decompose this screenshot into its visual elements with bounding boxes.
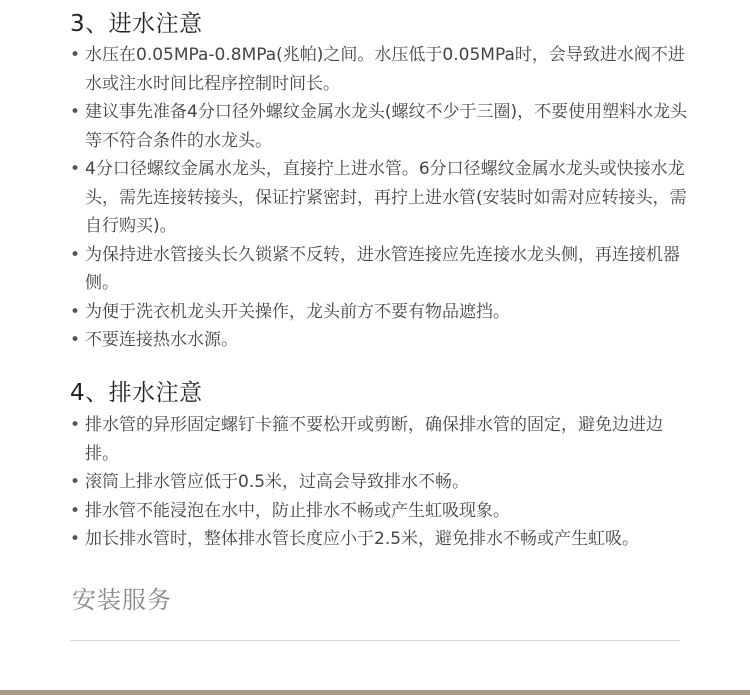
list-item <box>70 241 690 298</box>
section-title: 3、进水注意 <box>70 11 203 37</box>
list-item-text: 加长排水管时，整体排水管长度应小于2.5米，避免排水不畅或产生虹吸。 <box>85 529 640 549</box>
section-water-inlet <box>70 9 690 355</box>
list-item <box>70 155 690 241</box>
list-item <box>70 525 690 554</box>
list-item <box>70 41 690 98</box>
bullet-icon: • <box>70 45 81 65</box>
bullet-icon: • <box>70 330 81 350</box>
section-drainage <box>70 378 690 554</box>
bullet-icon: • <box>70 301 81 322</box>
list-item-text: 为便于洗衣机龙头开关操作，龙头前方不要有物品遮挡。 <box>85 301 510 322</box>
bullet-list <box>70 41 690 355</box>
divider <box>70 640 680 641</box>
list-item <box>70 326 690 355</box>
list-item <box>70 411 690 468</box>
list-item <box>70 98 690 155</box>
bullet-icon: • <box>70 472 81 492</box>
list-item-text: 不要连接热水水源。 <box>85 330 238 350</box>
list-item-text: 排水管的异形固定螺钉卡箍不要松开或剪断，确保排水管的固定，避免边进边排。 <box>85 415 663 464</box>
list-item-text: 滚筒上排水管应低于0.5米，过高会导致排水不畅。 <box>85 472 470 492</box>
bullet-icon: • <box>70 500 81 521</box>
list-item-text: 建议事先准备4分口径外螺纹金属水龙头(螺纹不少于三圈)，不要使用塑料水龙头等不符合条件的水龙头。 <box>85 102 688 151</box>
installation-service-heading: 安装服务 <box>72 586 172 614</box>
list-item <box>70 468 690 497</box>
bullet-list <box>70 411 690 554</box>
bullet-icon: • <box>70 529 81 549</box>
bullet-icon: • <box>70 244 81 265</box>
bullet-icon: • <box>70 159 81 179</box>
bullet-icon: • <box>70 415 81 435</box>
list-item-text: 排水管不能浸泡在水中，防止排水不畅或产生虹吸现象。 <box>85 500 510 521</box>
list-item <box>70 497 690 526</box>
bottom-accent-bar <box>0 690 750 695</box>
bullet-icon: • <box>70 102 81 122</box>
list-item-text: 4分口径螺纹金属水龙头，直接拧上进水管。6分口径螺纹金属水龙头或快接水龙头，需先连接转接头，保证拧紧密封，再拧上进水管(安装时如需对应转接头，需自行购买)。 <box>85 159 687 236</box>
list-item-text: 为保持进水管接头长久锁紧不反转，进水管连接应先连接水龙头侧，再连接机器侧。 <box>85 244 680 293</box>
list-item <box>70 298 690 327</box>
list-item-text: 水压在0.05MPa-0.8MPa(兆帕)之间。水压低于0.05MPa时，会导致进水阀不进水或注水时间比程序控制时间长。 <box>85 45 685 94</box>
section-title: 4、排水注意 <box>70 380 203 406</box>
